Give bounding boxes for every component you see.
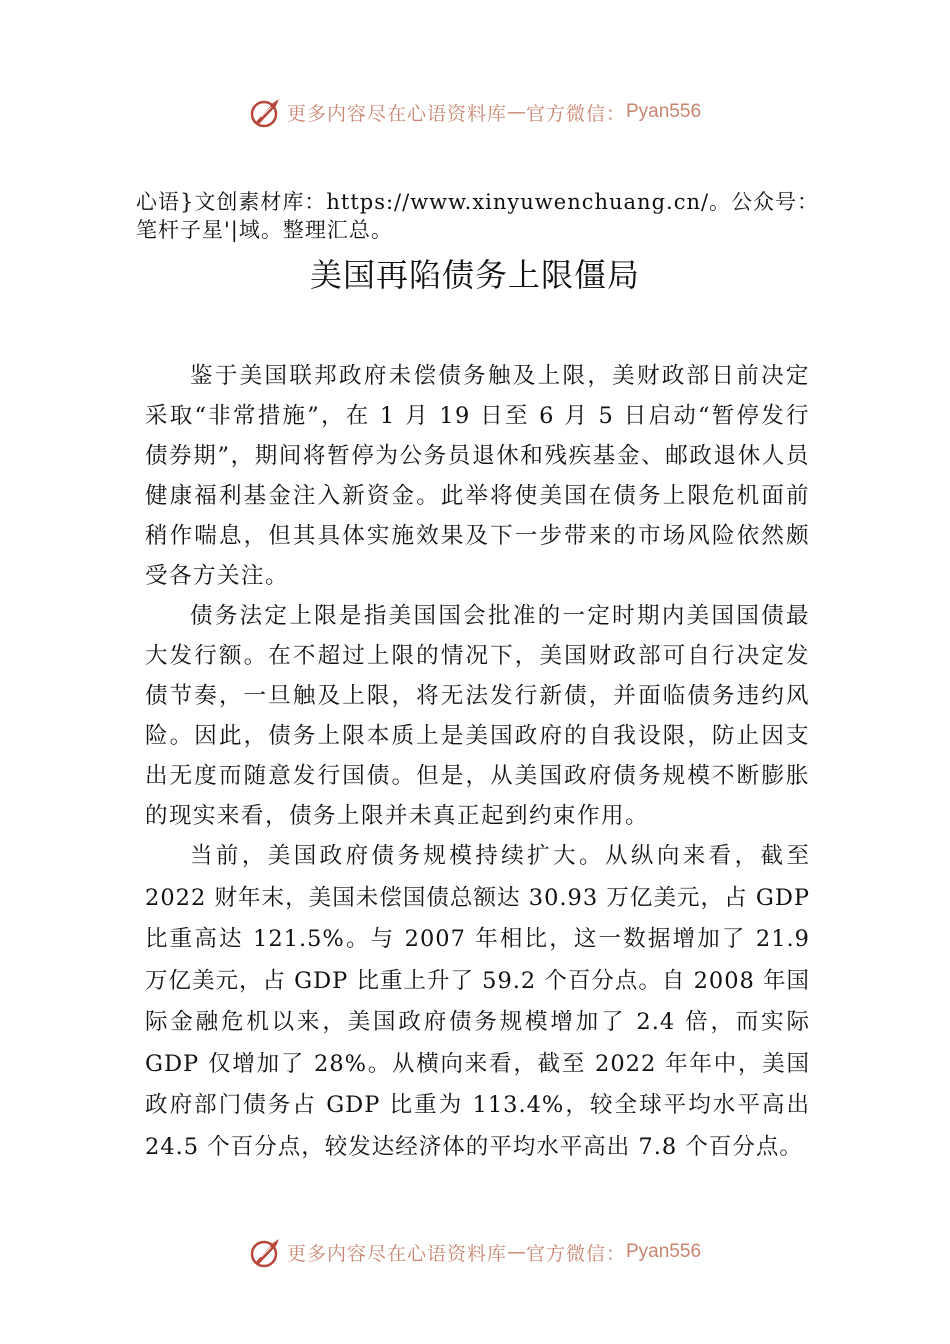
banner-wechat-id: Pyan556 (626, 1241, 702, 1262)
header-banner (0, 92, 950, 132)
article-title: 美国再陷债务上限僵局 (309, 256, 640, 294)
banner-wechat-id: Pyan556 (626, 101, 702, 122)
banner-separator: — (506, 101, 526, 123)
banner-text: 更多内容尽在心语资料库 (286, 1242, 507, 1265)
paragraph: 鉴于美国联邦政府未偿债务触及上限，美财政部日前决定采取“非常措施”，在 1 月 19 日至 6 月 5 日启动“暂停发行债券期”，期间将暂停为公务员退休和残疾基金、邮政退休人员健康福利基金注入新资金。此举将使美国在债务上限危机面前稍作喘息，但其具体实施效果及下一步带来的市场风险依然颇受各方关注。 (145, 363, 810, 589)
article-body (145, 356, 810, 1168)
paragraph: 债务法定上限是指美国国会批准的一定时期内美国国债最大发行额。在不超过上限的情况下，美国财政部可自行决定发债节奏，一旦触及上限，将无法发行新债，并面临债务违约风险。因此，债务上限本质上是美国政府的自我设限，防止因支出无度而随意发行国债。但是，从美国政府债务规模不断膨胀的现实来看，债务上限并未真正起到约束作用。 (145, 603, 810, 829)
paragraph: 当前，美国政府债务规模持续扩大。从纵向来看，截至 2022 财年末，美国未偿国债总额达 30.93 万亿美元，占 GDP 比重高达 121.5%。与 2007 年相比，这一数据增加了 21.9 万亿美元，占 GDP 比重上升了 59.2 个百分点。自 2008 年国际金融危机以来，美国政府债务规模增加了 2.4 倍，而实际 GDP 仅增加了 28%。从横向来看，截至 2022 年年中，美国政府部门债务占 GDP 比重为 113.4%，较全球平均水平高出 24.5 个百分点，较发达经济体的平均水平高出 7.8 个百分点。 (145, 843, 810, 1160)
banner-wechat-label: 官方微信： (525, 1242, 626, 1265)
pen-quill-icon (249, 1235, 283, 1269)
banner-wechat-label: 官方微信： (525, 102, 626, 125)
footer-banner (0, 1232, 950, 1272)
banner-text: 更多内容尽在心语资料库 (286, 102, 507, 125)
source-note: 心语}文创素材库：https://www.xinyuwenchuang.cn/。公众号：笔杆子星'|域。整理汇总。 (136, 190, 820, 242)
banner-separator: — (506, 1241, 526, 1263)
pen-quill-icon (249, 95, 283, 129)
